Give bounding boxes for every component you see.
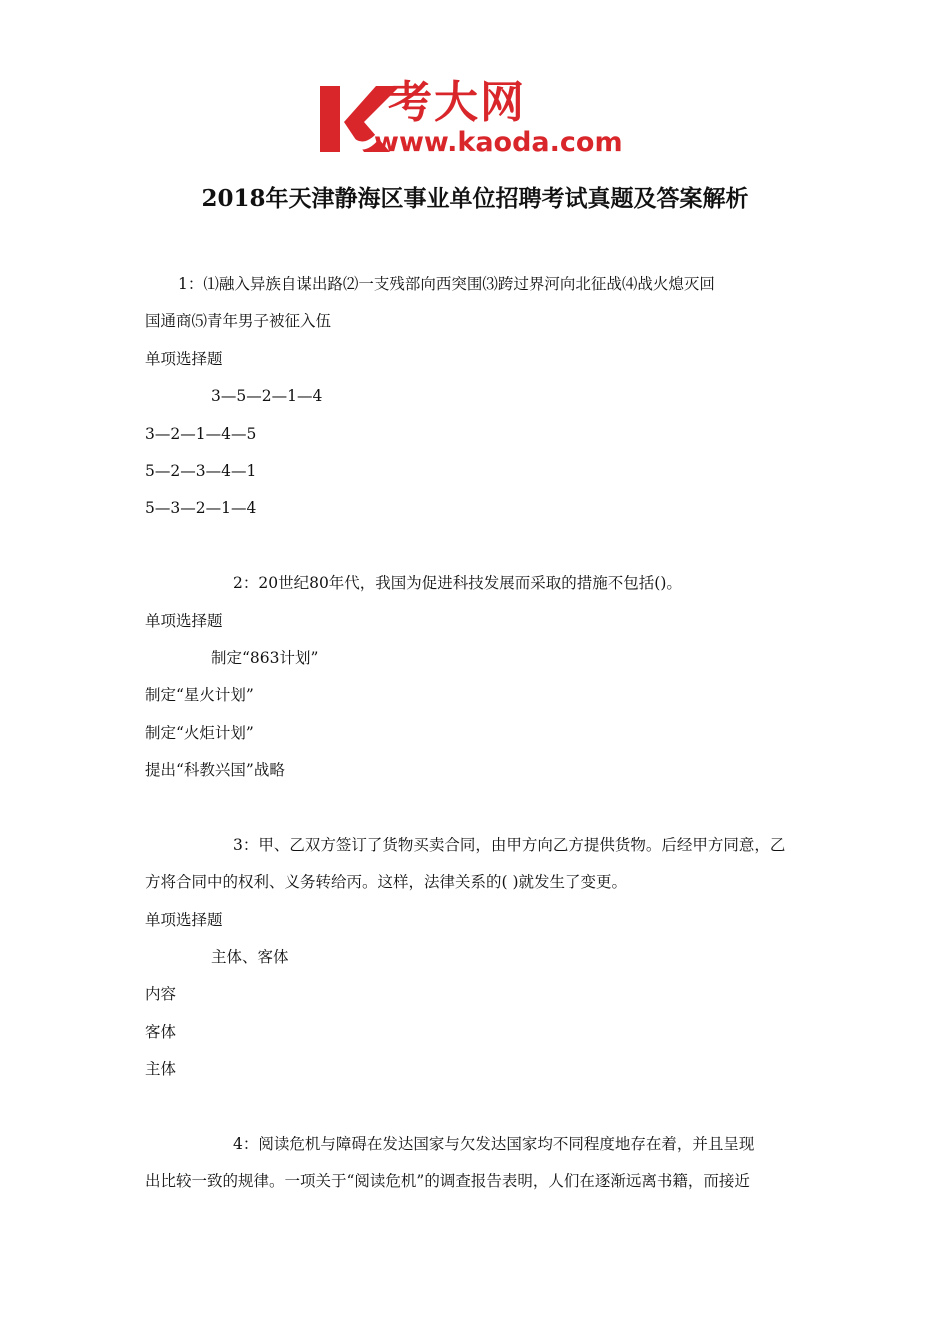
document-title: 2018年天津静海区事业单位招聘考试真题及答案解析 bbox=[201, 185, 749, 212]
question-2-option-d: 提出“科教兴国”战略 bbox=[145, 761, 285, 780]
question-4-stem-line-1: 4：阅读危机与障碍在发达国家与欠发达国家均不同程度地存在着，并且呈现 bbox=[233, 1134, 755, 1153]
question-1-stem-line-2: 国通商⑸青年男子被征入伍 bbox=[145, 312, 332, 331]
question-3-stem-line-1: 3：甲、乙双方签订了货物买卖合同，由甲方向乙方提供货物。后经甲方同意，乙 bbox=[233, 835, 786, 854]
question-1-option-a: 3—5—2—1—4 bbox=[211, 387, 323, 406]
question-3-stem-line-2: 方将合同中的权利、义务转给丙。这样，法律关系的( )就发生了变更。 bbox=[145, 873, 628, 892]
question-2-stem-line-1: 2：20世纪80年代，我国为促进科技发展而采取的措施不包括()。 bbox=[233, 574, 682, 593]
question-1-option-d: 5—3—2—1—4 bbox=[145, 499, 257, 518]
logo-brand-text: 考大网 bbox=[388, 77, 526, 128]
kaoda-logo bbox=[318, 78, 640, 158]
question-1-stem-line-1: 1：⑴融入异族自谋出路⑵一支残部向西突围⑶跨过界河向北征战⑷战火熄灭回 bbox=[178, 275, 715, 293]
question-2-option-c: 制定“火炬计划” bbox=[145, 723, 254, 742]
question-2-option-a: 制定“863计划” bbox=[211, 648, 319, 667]
question-3-option-d: 主体 bbox=[145, 1060, 177, 1079]
question-3-option-a: 主体、客体 bbox=[211, 948, 289, 967]
document-body bbox=[145, 266, 807, 1201]
question-2-option-b: 制定“星火计划” bbox=[145, 686, 254, 705]
question-1-option-b: 3—2—1—4—5 bbox=[145, 424, 257, 443]
question-3-option-c: 客体 bbox=[145, 1022, 177, 1041]
question-3-type: 单项选择题 bbox=[145, 910, 223, 929]
question-2-type: 单项选择题 bbox=[145, 611, 223, 630]
logo-url-text: www.kaoda.com bbox=[374, 127, 623, 158]
question-4-stem-line-2: 出比较一致的规律。一项关于“阅读危机”的调查报告表明，人们在逐渐远离书籍，而接近 bbox=[145, 1172, 750, 1191]
question-1-type: 单项选择题 bbox=[145, 349, 223, 368]
question-1-option-c: 5—2—3—4—1 bbox=[145, 461, 257, 480]
question-3-option-b: 内容 bbox=[145, 985, 177, 1004]
